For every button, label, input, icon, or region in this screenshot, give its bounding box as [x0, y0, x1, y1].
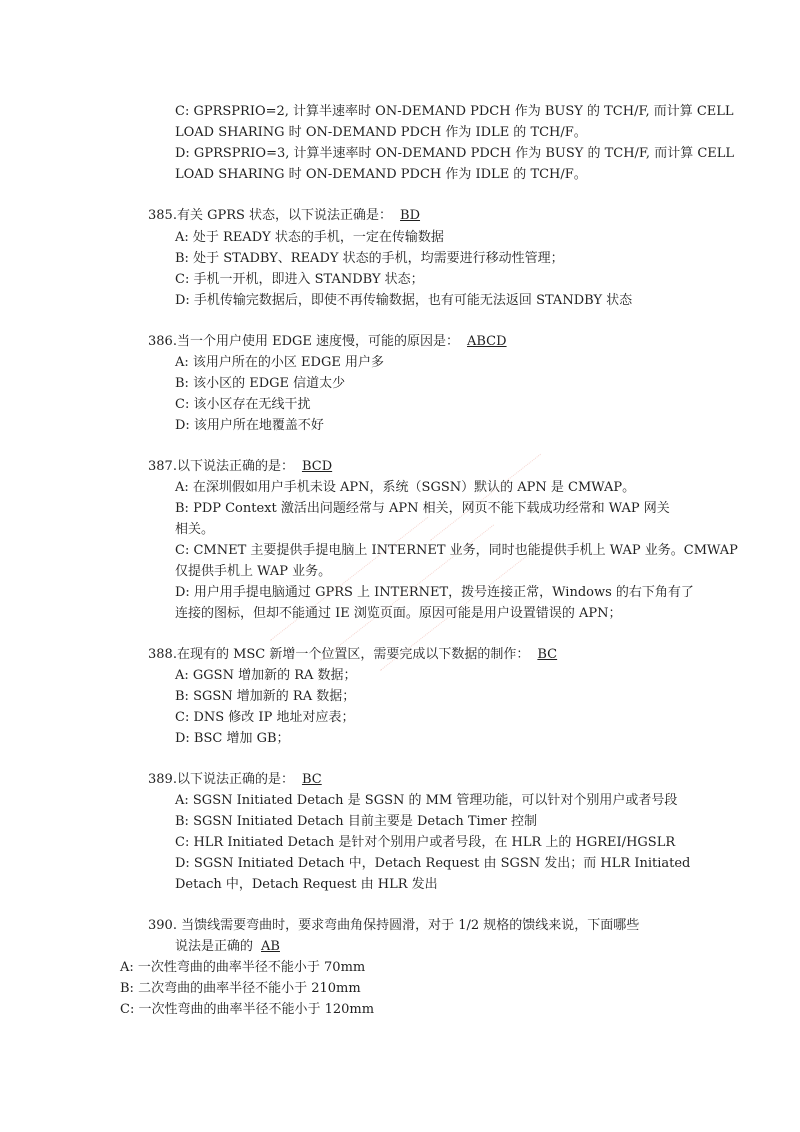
q387-option-a: A: 在深圳假如用户手机未设 APN，系统（SGSN）默认的 APN 是 CMWAP。: [175, 480, 636, 495]
q386-option-a: A: 该用户所在的小区 EDGE 用户多: [175, 355, 384, 370]
question-387: [148, 457, 340, 477]
question-386-answer: ABCD: [467, 334, 507, 349]
question-387-text: 387.以下说法正确的是：: [148, 459, 294, 474]
question-386: [148, 332, 515, 352]
q385-option-c: C: 手机一开机，即进入 STANDBY 状态；: [175, 272, 424, 287]
q388-option-c: C: DNS 修改 IP 地址对应表；: [175, 710, 355, 725]
option-c-line1: C: GPRSPRIO=2, 计算半速率时 ON-DEMAND PDCH 作为 BUSY 的 TCH/F, 而计算 CELL: [175, 104, 734, 119]
q389-option-c: C: HLR Initiated Detach 是针对个别用户或者号段，在 HLR 上的 HGREI/HGSLR: [175, 835, 676, 850]
q388-option-a: A: GGSN 增加新的 RA 数据；: [175, 668, 357, 683]
q389-option-b: B: SGSN Initiated Detach 目前主要是 Detach Timer 控制: [175, 814, 538, 829]
question-390-line1: 390. 当馈线需要弯曲时，要求弯曲角保持圆滑，对于 1/2 规格的馈线来说，下面哪些: [148, 918, 640, 933]
q387-option-b-line2: 相关。: [175, 522, 215, 537]
q387-option-c-line1: C: CMNET 主要提供手提电脑上 INTERNET 业务，同时也能提供手机上 WAP 业务。CMWAP: [175, 543, 738, 558]
q387-option-d-line2: 连接的图标，但却不能通过 IE 浏览页面。原因可能是用户设置错误的 APN；: [175, 606, 622, 621]
q390-option-a: A: 一次性弯曲的曲率半径不能小于 70mm: [120, 960, 366, 975]
question-387-answer: BCD: [301, 459, 333, 474]
question-388-answer: BC: [537, 647, 558, 662]
question-390-text: 说法是正确的: [175, 939, 254, 954]
question-390-line2: [175, 937, 288, 957]
option-d-line1: D: GPRSPRIO=3, 计算半速率时 ON-DEMAND PDCH 作为 BUSY 的 TCH/F, 而计算 CELL: [175, 146, 735, 161]
q388-option-d: D: BSC 增加 GB；: [175, 731, 290, 746]
q390-option-c: C: 一次性弯曲的曲率半径不能小于 120mm: [120, 1002, 375, 1017]
q389-option-a: A: SGSN Initiated Detach 是 SGSN 的 MM 管理功能，可以针对个别用户或者号段: [175, 793, 678, 808]
question-389-text: 389.以下说法正确的是：: [148, 772, 294, 787]
q386-option-c: C: 该小区存在无线干扰: [175, 397, 311, 412]
question-389-answer: BC: [301, 772, 322, 787]
q389-option-d-line1: D: SGSN Initiated Detach 中，Detach Request 由 SGSN 发出；而 HLR Initiated: [175, 856, 691, 871]
q385-option-d: D: 手机传输完数据后，即使不再传输数据，也有可能无法返回 STANDBY 状态: [175, 293, 633, 308]
question-389: [148, 770, 330, 790]
question-386-text: 386.当一个用户使用 EDGE 速度慢，可能的原因是：: [148, 334, 459, 349]
q386-option-b: B: 该小区的 EDGE 信道太少: [175, 376, 346, 391]
q388-option-b: B: SGSN 增加新的 RA 数据；: [175, 689, 356, 704]
q387-option-d-line1: D: 用户用手提电脑通过 GPRS 上 INTERNET，拨号连接正常，Windows 的右下角有了: [175, 585, 694, 600]
question-385: [148, 206, 428, 226]
question-388: [148, 645, 565, 665]
q387-option-b-line1: B: PDP Context 激活出问题经常与 APN 相关，网页不能下载成功经常和 WAP 网关: [175, 501, 670, 516]
q390-option-b: B: 二次弯曲的曲率半径不能小于 210mm: [120, 981, 361, 996]
option-c-line2: LOAD SHARING 时 ON-DEMAND PDCH 作为 IDLE 的 TCH/F。: [175, 125, 587, 140]
q386-option-d: D: 该用户所在地覆盖不好: [175, 418, 324, 433]
question-385-answer: BD: [400, 208, 421, 223]
q385-option-a: A: 处于 READY 状态的手机，一定在传输数据: [175, 230, 444, 245]
q385-option-b: B: 处于 STADBY、READY 状态的手机，均需要进行移动性管理；: [175, 251, 564, 266]
question-388-text: 388.在现有的 MSC 新增一个位置区，需要完成以下数据的制作：: [148, 647, 530, 662]
question-385-text: 385.有关 GPRS 状态，以下说法正确是：: [148, 208, 393, 223]
q389-option-d-line2: Detach 中，Detach Request 由 HLR 发出: [175, 877, 438, 892]
question-390-answer: AB: [261, 939, 280, 954]
q387-option-c-line2: 仅提供手机上 WAP 业务。: [175, 564, 332, 579]
option-d-line2: LOAD SHARING 时 ON-DEMAND PDCH 作为 IDLE 的 TCH/F。: [175, 167, 587, 182]
